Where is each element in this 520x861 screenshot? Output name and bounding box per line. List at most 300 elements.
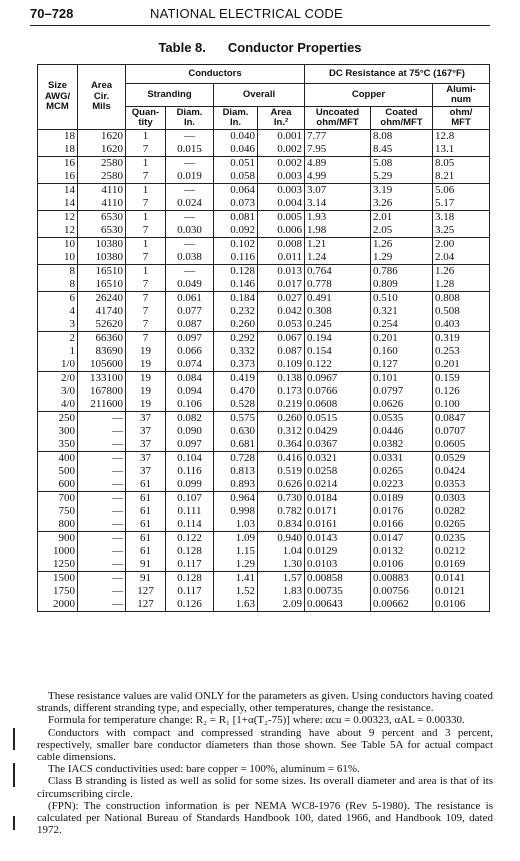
copper-coated-cell: 5.29	[371, 170, 433, 184]
strand-quantity-cell: 1	[126, 265, 166, 279]
strand-diam-cell: 0.116	[166, 465, 214, 478]
aluminum-cell: 0.159	[433, 372, 490, 386]
note-paragraph: These resistance values are valid ONLY for the parameters as given. Using conductors having coated strands, different stranding type, and especially, other temperatures, change the resistance.	[37, 690, 493, 715]
copper-coated-cell: 0.101	[371, 372, 433, 386]
table-row	[38, 238, 490, 252]
aluminum-cell: 13.1	[433, 143, 490, 157]
copper-coated-cell: 0.0132	[371, 545, 433, 558]
copper-uncoated-cell: 7.77	[305, 130, 371, 144]
size-cell: 2000	[38, 598, 78, 612]
table-row	[38, 224, 490, 238]
table-row	[38, 518, 490, 532]
area-cell: 4110	[78, 197, 126, 211]
area-cell: 1620	[78, 130, 126, 144]
area-cell: 133100	[78, 372, 126, 386]
table-row	[38, 572, 490, 586]
overall-area-cell: 0.940	[258, 532, 305, 546]
area-cell: —	[78, 598, 126, 612]
overall-area-cell: 0.138	[258, 372, 305, 386]
copper-coated-cell: 0.0265	[371, 465, 433, 478]
aluminum-cell: 0.0353	[433, 478, 490, 492]
table-row	[38, 345, 490, 358]
overall-area-cell: 0.003	[258, 184, 305, 198]
strand-diam-cell: 0.107	[166, 492, 214, 506]
copper-uncoated-cell: 0.0171	[305, 505, 371, 518]
area-cell: —	[78, 572, 126, 586]
book-title: NATIONAL ELECTRICAL CODE	[150, 6, 343, 21]
table-row	[38, 492, 490, 506]
strand-quantity-cell: 37	[126, 438, 166, 452]
uncoated-header: Uncoated ohm/MFT	[305, 107, 371, 130]
copper-coated-cell: 0.0189	[371, 492, 433, 506]
overall-area-cell: 0.053	[258, 318, 305, 332]
copper-uncoated-cell: 0.194	[305, 332, 371, 346]
strand-diam-cell: 0.019	[166, 170, 214, 184]
strand-diam-cell: —	[166, 184, 214, 198]
size-cell: 1/0	[38, 358, 78, 372]
size-cell: 300	[38, 425, 78, 438]
copper-coated-cell: 0.00662	[371, 598, 433, 612]
copper-coated-cell: 5.08	[371, 157, 433, 171]
aluminum-cell: 0.0106	[433, 598, 490, 612]
strand-diam-cell: 0.104	[166, 452, 214, 466]
overall-diam-cell: 0.232	[214, 305, 258, 318]
table-label: Table 8.	[158, 40, 206, 55]
copper-uncoated-cell: 0.00643	[305, 598, 371, 612]
copper-coated-cell: 0.0446	[371, 425, 433, 438]
area-cell: 6530	[78, 211, 126, 225]
table-notes	[37, 690, 493, 836]
overall-area-cell: 0.002	[258, 143, 305, 157]
copper-coated-cell: 0.127	[371, 358, 433, 372]
size-header: Size AWG/ MCM	[38, 65, 78, 130]
overall-area-cell: 0.008	[258, 238, 305, 252]
copper-coated-cell: 1.26	[371, 238, 433, 252]
table-row	[38, 157, 490, 171]
strand-diam-cell: 0.106	[166, 398, 214, 412]
area-cell: —	[78, 532, 126, 546]
strand-quantity-cell: 37	[126, 452, 166, 466]
change-bar	[13, 728, 15, 750]
aluminum-cell: 0.0121	[433, 585, 490, 598]
change-bar	[13, 763, 15, 787]
overall-area-cell: 0.782	[258, 505, 305, 518]
overall-diam-cell: 1.15	[214, 545, 258, 558]
overall-area-cell: 0.109	[258, 358, 305, 372]
aluminum-cell: 5.06	[433, 184, 490, 198]
overall-area-cell: 0.027	[258, 292, 305, 306]
copper-coated-cell: 0.0147	[371, 532, 433, 546]
size-cell: 18	[38, 143, 78, 157]
strand-quantity-cell: 7	[126, 143, 166, 157]
overall-diam-cell: 0.470	[214, 385, 258, 398]
area-cell: —	[78, 585, 126, 598]
strand-diam-cell: 0.128	[166, 572, 214, 586]
area-cell: 10380	[78, 238, 126, 252]
aluminum-cell: 0.808	[433, 292, 490, 306]
overall-area-cell: 0.834	[258, 518, 305, 532]
strand-diam-cell: —	[166, 130, 214, 144]
copper-coated-cell: 3.19	[371, 184, 433, 198]
overall-diam-cell: 0.081	[214, 211, 258, 225]
strand-diam-header: Diam. In.	[166, 107, 214, 130]
strand-diam-cell: 0.117	[166, 585, 214, 598]
strand-diam-cell: 0.097	[166, 332, 214, 346]
size-cell: 750	[38, 505, 78, 518]
overall-diam-cell: 0.292	[214, 332, 258, 346]
overall-area-cell: 0.001	[258, 130, 305, 144]
strand-diam-cell: 0.099	[166, 478, 214, 492]
copper-coated-cell: 0.0535	[371, 412, 433, 426]
aluminum-cell: 0.0847	[433, 412, 490, 426]
aluminum-cell: 0.100	[433, 398, 490, 412]
strand-diam-cell: 0.038	[166, 251, 214, 265]
copper-coated-cell: 0.160	[371, 345, 433, 358]
strand-quantity-cell: 61	[126, 532, 166, 546]
table-row	[38, 385, 490, 398]
copper-uncoated-cell: 0.0766	[305, 385, 371, 398]
strand-quantity-cell: 19	[126, 345, 166, 358]
copper-coated-cell: 0.00756	[371, 585, 433, 598]
overall-area-cell: 0.005	[258, 211, 305, 225]
size-cell: 700	[38, 492, 78, 506]
copper-coated-cell: 0.0382	[371, 438, 433, 452]
copper-coated-cell: 2.01	[371, 211, 433, 225]
area-cell: —	[78, 478, 126, 492]
copper-coated-cell: 0.0106	[371, 558, 433, 572]
table-row	[38, 412, 490, 426]
area-cell: 105600	[78, 358, 126, 372]
overall-diam-cell: 1.03	[214, 518, 258, 532]
aluminum-cell: 0.403	[433, 318, 490, 332]
strand-quantity-cell: 91	[126, 558, 166, 572]
area-cell: 2580	[78, 157, 126, 171]
size-cell: 400	[38, 452, 78, 466]
copper-uncoated-cell: 0.308	[305, 305, 371, 318]
table-row	[38, 585, 490, 598]
copper-coated-cell: 0.809	[371, 278, 433, 292]
strand-quantity-cell: 7	[126, 318, 166, 332]
aluminum-cell: 0.0605	[433, 438, 490, 452]
quantity-header: Quan- tity	[126, 107, 166, 130]
strand-diam-cell: 0.128	[166, 545, 214, 558]
page-header	[30, 6, 490, 24]
copper-coated-cell: 0.0331	[371, 452, 433, 466]
strand-quantity-cell: 7	[126, 170, 166, 184]
size-cell: 500	[38, 465, 78, 478]
area-cell: —	[78, 492, 126, 506]
strand-quantity-cell: 7	[126, 197, 166, 211]
strand-quantity-cell: 1	[126, 130, 166, 144]
page-number: 70–728	[30, 6, 74, 21]
area-cell: —	[78, 505, 126, 518]
area-header: Area Cir. Mils	[78, 65, 126, 130]
aluminum-cell: 8.05	[433, 157, 490, 171]
copper-coated-cell: 0.0176	[371, 505, 433, 518]
overall-area-cell: 0.017	[258, 278, 305, 292]
strand-diam-cell: 0.066	[166, 345, 214, 358]
aluminum-cell: 0.319	[433, 332, 490, 346]
strand-diam-cell: 0.084	[166, 372, 214, 386]
overall-area-cell: 0.260	[258, 412, 305, 426]
copper-uncoated-cell: 3.14	[305, 197, 371, 211]
strand-quantity-cell: 19	[126, 372, 166, 386]
aluminum-cell: 0.126	[433, 385, 490, 398]
overall-area-cell: 2.09	[258, 598, 305, 612]
strand-diam-cell: 0.117	[166, 558, 214, 572]
stranding-header: Stranding	[126, 84, 214, 107]
table-row	[38, 358, 490, 372]
aluminum-cell: 0.0169	[433, 558, 490, 572]
copper-uncoated-cell: 0.00858	[305, 572, 371, 586]
aluminum-cell: 12.8	[433, 130, 490, 144]
area-cell: 66360	[78, 332, 126, 346]
copper-coated-cell: 0.786	[371, 265, 433, 279]
area-cell: 26240	[78, 292, 126, 306]
copper-coated-cell: 8.45	[371, 143, 433, 157]
copper-uncoated-cell: 1.24	[305, 251, 371, 265]
strand-diam-cell: 0.061	[166, 292, 214, 306]
overall-area-cell: 0.003	[258, 170, 305, 184]
overall-area-cell: 1.30	[258, 558, 305, 572]
copper-uncoated-cell: 0.0515	[305, 412, 371, 426]
strand-quantity-cell: 61	[126, 505, 166, 518]
strand-diam-cell: 0.049	[166, 278, 214, 292]
overall-area-cell: 0.006	[258, 224, 305, 238]
table-row	[38, 465, 490, 478]
aluminum-cell: 0.0424	[433, 465, 490, 478]
overall-diam-cell: 0.998	[214, 505, 258, 518]
note-paragraph: The IACS conductivities used: bare copper = 100%, aluminum = 61%.	[48, 763, 360, 776]
overall-area-cell: 1.04	[258, 545, 305, 558]
area-cell: 16510	[78, 265, 126, 279]
copper-uncoated-cell: 0.0258	[305, 465, 371, 478]
overall-diam-cell: 0.046	[214, 143, 258, 157]
overall-diam-cell: 1.63	[214, 598, 258, 612]
strand-quantity-cell: 7	[126, 332, 166, 346]
aluminum-cell: 0.0212	[433, 545, 490, 558]
overall-area-cell: 0.002	[258, 157, 305, 171]
overall-diam-cell: 0.184	[214, 292, 258, 306]
note-paragraph: Conductors with compact and compressed stranding have about 9 percent and 3 percent, respectively, smaller bare conductor diameters than those shown. See Table 5A for actual compact cable dimensions.	[37, 726, 493, 764]
aluminum-cell: 0.201	[433, 358, 490, 372]
overall-diam-cell: 1.52	[214, 585, 258, 598]
copper-uncoated-cell: 0.778	[305, 278, 371, 292]
size-cell: 1	[38, 345, 78, 358]
aluminum-cell: 0.0265	[433, 518, 490, 532]
area-cell: 16510	[78, 278, 126, 292]
table-row	[38, 318, 490, 332]
copper-coated-cell: 1.29	[371, 251, 433, 265]
size-cell: 1500	[38, 572, 78, 586]
aluminum-cell: 0.0303	[433, 492, 490, 506]
strand-diam-cell: 0.082	[166, 412, 214, 426]
area-cell: 83690	[78, 345, 126, 358]
strand-quantity-cell: 61	[126, 545, 166, 558]
conductor-properties-table	[37, 64, 490, 612]
area-cell: 6530	[78, 224, 126, 238]
table-row	[38, 478, 490, 492]
strand-quantity-cell: 7	[126, 292, 166, 306]
strand-quantity-cell: 127	[126, 598, 166, 612]
table-row	[38, 211, 490, 225]
overall-area-cell: 0.067	[258, 332, 305, 346]
size-cell: 8	[38, 265, 78, 279]
size-cell: 800	[38, 518, 78, 532]
size-cell: 1750	[38, 585, 78, 598]
table-row	[38, 598, 490, 612]
size-cell: 900	[38, 532, 78, 546]
table-title	[0, 40, 520, 55]
area-cell: 2580	[78, 170, 126, 184]
strand-quantity-cell: 7	[126, 305, 166, 318]
size-cell: 12	[38, 224, 78, 238]
area-cell: 41740	[78, 305, 126, 318]
copper-coated-cell: 3.26	[371, 197, 433, 211]
strand-quantity-cell: 1	[126, 211, 166, 225]
strand-diam-cell: 0.024	[166, 197, 214, 211]
overall-diam-cell: 0.728	[214, 452, 258, 466]
overall-area-cell: 0.312	[258, 425, 305, 438]
copper-uncoated-cell: 3.07	[305, 184, 371, 198]
copper-uncoated-cell: 0.245	[305, 318, 371, 332]
table-row	[38, 251, 490, 265]
strand-diam-cell: 0.097	[166, 438, 214, 452]
copper-uncoated-cell: 0.764	[305, 265, 371, 279]
area-cell: 1620	[78, 143, 126, 157]
copper-uncoated-cell: 0.0214	[305, 478, 371, 492]
table-row	[38, 130, 490, 144]
overall-area-cell: 0.004	[258, 197, 305, 211]
table-row	[38, 265, 490, 279]
table-row	[38, 452, 490, 466]
overall-diam-cell: 0.419	[214, 372, 258, 386]
copper-uncoated-cell: 0.0184	[305, 492, 371, 506]
size-cell: 16	[38, 157, 78, 171]
aluminum-cell: 3.25	[433, 224, 490, 238]
coated-header: Coated ohm/MFT	[371, 107, 433, 130]
size-cell: 14	[38, 184, 78, 198]
table-title-text: Conductor Properties	[227, 40, 362, 55]
size-cell: 2/0	[38, 372, 78, 386]
copper-uncoated-cell: 0.0161	[305, 518, 371, 532]
area-cell: 4110	[78, 184, 126, 198]
overall-area-cell: 0.087	[258, 345, 305, 358]
size-cell: 14	[38, 197, 78, 211]
overall-area-cell: 0.416	[258, 452, 305, 466]
strand-quantity-cell: 1	[126, 238, 166, 252]
strand-diam-cell: 0.087	[166, 318, 214, 332]
strand-diam-cell: —	[166, 265, 214, 279]
table-row	[38, 505, 490, 518]
overall-diam-cell: 0.051	[214, 157, 258, 171]
strand-diam-cell: 0.074	[166, 358, 214, 372]
aluminum-cell: 1.26	[433, 265, 490, 279]
strand-diam-cell: 0.015	[166, 143, 214, 157]
note-paragraph: Formula for temperature change: R₂ = R₁ [1+α(T₂-75)] where: αcu = 0.00323, αAL = 0.00330.	[48, 714, 465, 727]
copper-coated-cell: 0.321	[371, 305, 433, 318]
size-cell: 16	[38, 170, 78, 184]
strand-quantity-cell: 37	[126, 412, 166, 426]
overall-area-cell: 0.173	[258, 385, 305, 398]
note-paragraph: Class B stranding is listed as well as solid for some sizes. Its overall diameter and area is that of its circumscribing circle.	[37, 775, 493, 800]
size-cell: 350	[38, 438, 78, 452]
table-row	[38, 398, 490, 412]
overall-diam-header: Diam. In.	[214, 107, 258, 130]
copper-coated-cell: 0.0626	[371, 398, 433, 412]
size-cell: 4/0	[38, 398, 78, 412]
note-paragraph: (FPN): The construction information is per NEMA WC8-1976 (Rev 5-1980). The resistance is calculated per National Bureau of Standards Handbook 100, dated 1966, and Handbook 109, dated 1972.	[37, 799, 493, 837]
area-cell: —	[78, 518, 126, 532]
copper-uncoated-cell: 0.0129	[305, 545, 371, 558]
area-cell: 52620	[78, 318, 126, 332]
overall-diam-cell: 0.116	[214, 251, 258, 265]
size-cell: 18	[38, 130, 78, 144]
copper-uncoated-cell: 0.154	[305, 345, 371, 358]
size-cell: 600	[38, 478, 78, 492]
copper-uncoated-cell: 0.00735	[305, 585, 371, 598]
strand-quantity-cell: 7	[126, 251, 166, 265]
strand-diam-cell: —	[166, 238, 214, 252]
strand-quantity-cell: 19	[126, 398, 166, 412]
overall-diam-cell: 0.064	[214, 184, 258, 198]
table-row	[38, 532, 490, 546]
aluminum-cell: 2.00	[433, 238, 490, 252]
table-row	[38, 305, 490, 318]
size-cell: 10	[38, 251, 78, 265]
overall-diam-cell: 0.630	[214, 425, 258, 438]
strand-quantity-cell: 91	[126, 572, 166, 586]
table-body	[38, 130, 490, 612]
strand-quantity-cell: 61	[126, 492, 166, 506]
table-row	[38, 438, 490, 452]
area-cell: —	[78, 452, 126, 466]
copper-uncoated-cell: 0.0608	[305, 398, 371, 412]
strand-quantity-cell: 37	[126, 425, 166, 438]
overall-diam-cell: 0.040	[214, 130, 258, 144]
table-row	[38, 425, 490, 438]
strand-quantity-cell: 19	[126, 385, 166, 398]
size-cell: 12	[38, 211, 78, 225]
size-cell: 8	[38, 278, 78, 292]
overall-diam-cell: 0.128	[214, 265, 258, 279]
copper-uncoated-cell: 0.0143	[305, 532, 371, 546]
copper-uncoated-cell: 0.491	[305, 292, 371, 306]
size-cell: 1250	[38, 558, 78, 572]
overall-diam-cell: 0.373	[214, 358, 258, 372]
strand-quantity-cell: 61	[126, 478, 166, 492]
overall-diam-cell: 0.073	[214, 197, 258, 211]
overall-diam-cell: 0.260	[214, 318, 258, 332]
table-row	[38, 170, 490, 184]
size-cell: 250	[38, 412, 78, 426]
copper-coated-cell: 8.08	[371, 130, 433, 144]
copper-uncoated-cell: 4.89	[305, 157, 371, 171]
copper-coated-cell: 0.00883	[371, 572, 433, 586]
overall-diam-cell: 0.332	[214, 345, 258, 358]
copper-coated-cell: 0.0166	[371, 518, 433, 532]
overall-area-cell: 0.519	[258, 465, 305, 478]
area-cell: 211600	[78, 398, 126, 412]
strand-diam-cell: 0.077	[166, 305, 214, 318]
overall-area-cell: 0.042	[258, 305, 305, 318]
overall-diam-cell: 0.575	[214, 412, 258, 426]
strand-diam-cell: 0.111	[166, 505, 214, 518]
copper-uncoated-cell: 1.21	[305, 238, 371, 252]
overall-area-cell: 0.730	[258, 492, 305, 506]
strand-diam-cell: 0.126	[166, 598, 214, 612]
copper-uncoated-cell: 7.95	[305, 143, 371, 157]
